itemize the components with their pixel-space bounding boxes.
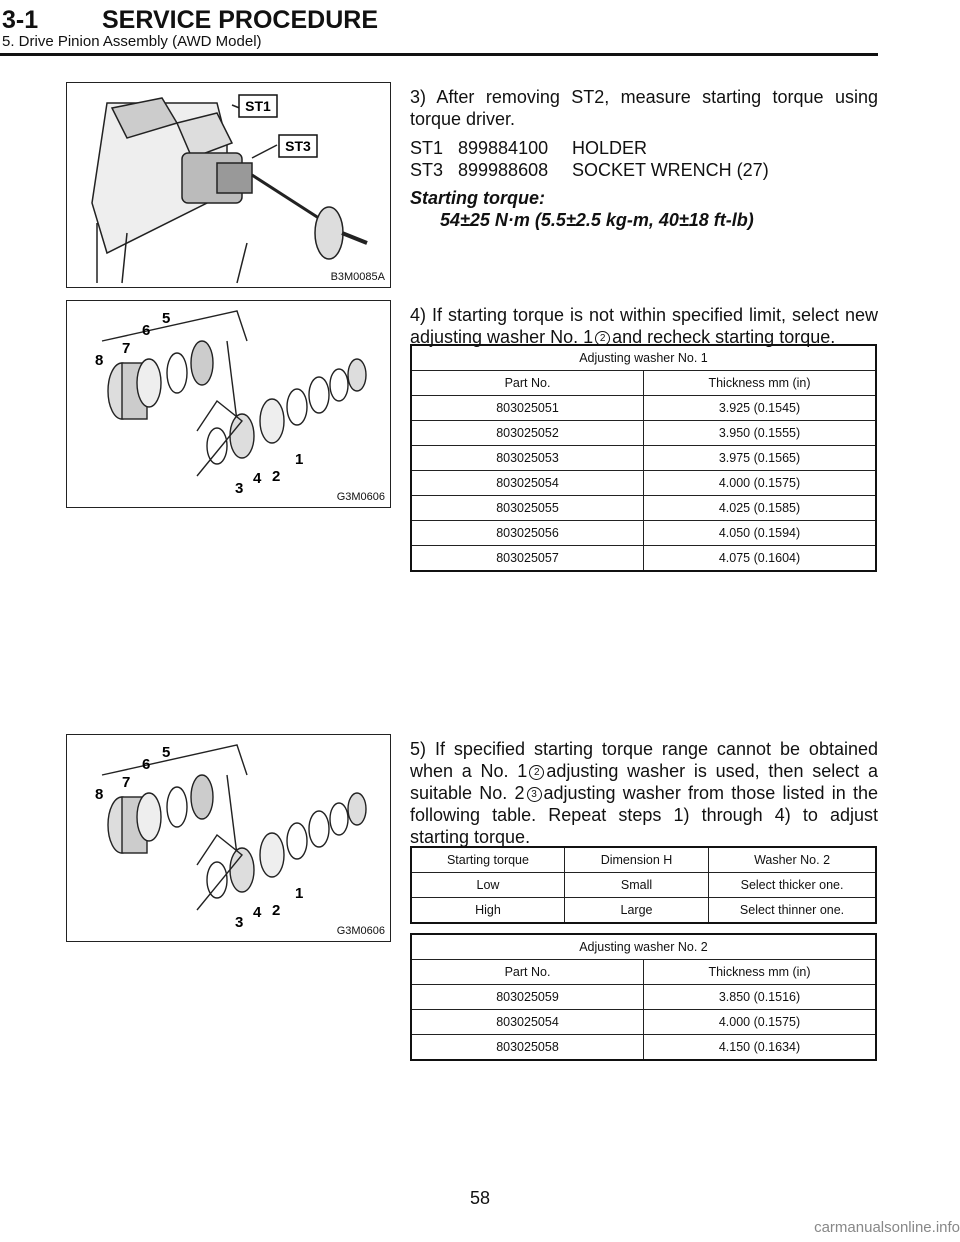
washer-no2-table <box>410 933 877 1061</box>
spec-label: Starting torque: <box>410 188 545 208</box>
page-title: SERVICE PROCEDURE <box>102 6 378 34</box>
ref-circle: 2 <box>529 765 544 780</box>
callout-2: 2 <box>272 902 281 919</box>
callout-7: 7 <box>122 774 131 791</box>
spec-value: 54±25 N·m (5.5±2.5 kg-m, 40±18 ft-lb) <box>440 210 754 230</box>
callout-7: 7 <box>122 340 131 357</box>
washer-no1-table <box>410 344 877 572</box>
figure-st1-st3 <box>66 82 391 288</box>
ref-circle: 2 <box>595 331 610 346</box>
watermark: carmanualsonline.info <box>814 1219 960 1236</box>
callout-6: 6 <box>142 756 151 773</box>
table-row: 803025051 3.925 (0.1545) <box>411 396 876 421</box>
label-st1: ST1 <box>245 98 271 114</box>
callout-5: 5 <box>162 310 171 327</box>
exploded-view <box>67 735 392 943</box>
label-st3: ST3 <box>285 138 311 154</box>
table-header: Part No. <box>411 371 644 396</box>
table-header: Part No. <box>411 960 644 985</box>
callout-4: 4 <box>253 470 262 487</box>
tool-list <box>410 137 878 181</box>
table-row: 803025054 4.000 (0.1575) <box>411 471 876 496</box>
callout-2: 2 <box>272 468 281 485</box>
table-row: 803025052 3.950 (0.1555) <box>411 421 876 446</box>
callout-1: 1 <box>295 451 304 468</box>
page-number: 58 <box>469 1188 491 1208</box>
step-3-text: 3) After removing ST2, measure starting torque using torque driver. <box>410 87 878 129</box>
callout-8: 8 <box>95 352 104 369</box>
table-row: 803025053 3.975 (0.1565) <box>411 446 876 471</box>
callout-1: 1 <box>295 885 304 902</box>
callout-5: 5 <box>162 744 171 761</box>
header-rule <box>0 53 878 56</box>
table-header: Starting torque <box>411 847 564 873</box>
figure-code: G3M0606 <box>336 925 385 937</box>
callout-3: 3 <box>235 914 244 931</box>
callout-3: 3 <box>235 480 244 497</box>
table-row: 803025055 4.025 (0.1585) <box>411 496 876 521</box>
table-title: Adjusting washer No. 1 <box>411 345 876 371</box>
tool-item: ST3 899988608 SOCKET WRENCH (27) <box>410 160 769 180</box>
page-header <box>0 0 960 60</box>
callout-6: 6 <box>142 322 151 339</box>
table-row: Low Small Select thicker one. <box>411 873 876 898</box>
table-row: High Large Select thinner one. <box>411 898 876 924</box>
step-5: 5) If specified starting torque range cannot be obtained when a No. 1 2 adjusting washer is used, then select a suitable No. 2 3 adjusting washer from those listed in the following table. Repeat steps 1) through 4) to adjust starting torque. <box>410 739 878 847</box>
table-header: Thickness mm (in) <box>644 960 877 985</box>
figure-washer-assembly-2 <box>66 734 391 942</box>
table-row: 803025054 4.000 (0.1575) <box>411 1010 876 1035</box>
page-subtitle: 5. Drive Pinion Assembly (AWD Model) <box>2 33 262 50</box>
starting-torque-table <box>410 846 877 924</box>
table-row: 803025057 4.075 (0.1604) <box>411 546 876 572</box>
figure-code: G3M0606 <box>336 491 385 503</box>
table-header: Thickness mm (in) <box>644 371 877 396</box>
table-row: 803025058 4.150 (0.1634) <box>411 1035 876 1061</box>
figure-code: B3M0085A <box>330 271 385 283</box>
figure-washer-assembly-1 <box>66 300 391 508</box>
exploded-view <box>67 301 392 509</box>
table-header: Dimension H <box>564 847 708 873</box>
tool-illustration <box>67 83 392 289</box>
section-number: 3-1 <box>2 6 39 34</box>
table-header: Washer No. 2 <box>709 847 876 873</box>
table-title: Adjusting washer No. 2 <box>411 934 876 960</box>
step-4: 4) If starting torque is not within specified limit, select new adjusting washer No. 1 2 and recheck starting torque. <box>410 305 878 347</box>
table-row: 803025059 3.850 (0.1516) <box>411 985 876 1010</box>
callout-8: 8 <box>95 786 104 803</box>
table-row: 803025056 4.050 (0.1594) <box>411 521 876 546</box>
tool-item: ST1 899884100 HOLDER <box>410 138 648 158</box>
step-3 <box>410 86 878 231</box>
callout-4: 4 <box>253 904 262 921</box>
ref-circle: 3 <box>527 787 542 802</box>
